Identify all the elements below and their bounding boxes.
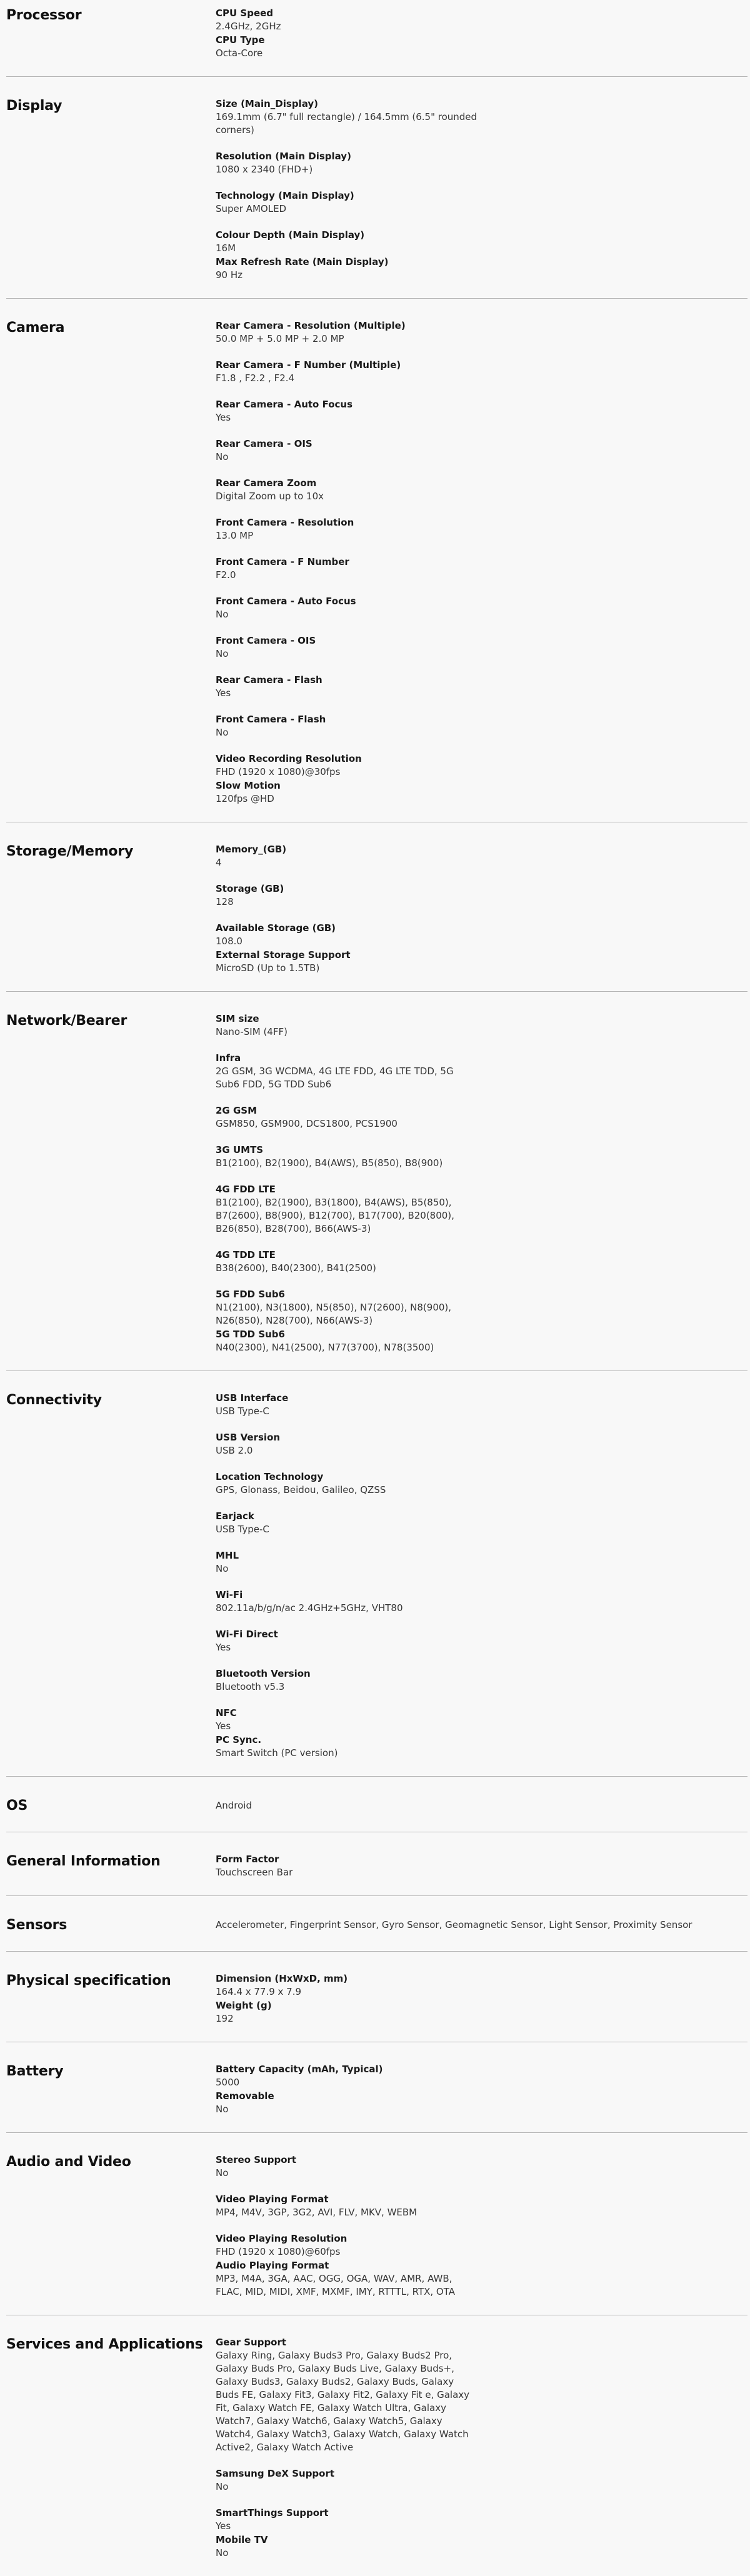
spec-value: No [216,1563,229,1574]
spec-value: N1(2100), N3(1800), N5(850), N7(2600), N8(900), N26(850), N28(700), N66(AWS-3) [216,1302,452,1326]
spec-item [216,921,488,948]
spec-value: B1(2100), B2(1900), B4(AWS), B5(850), B8(900) [216,1157,443,1169]
spec-label: 5G TDD Sub6 [216,1329,285,1340]
spec-label: Location Technology [216,1471,324,1482]
spec-value: GPS, Glonass, Beidou, Galileo, QZSS [216,1484,386,1495]
spec-item [216,2533,488,2560]
spec-item [216,1143,488,1170]
spec-label: SmartThings Support [216,2507,329,2519]
spec-value: Yes [216,687,231,699]
section-title: Processor [6,7,82,23]
spec-item [216,634,488,661]
spec-item [216,397,488,424]
spec-label: Front Camera - Flash [216,714,326,725]
spec-label: Rear Camera - F Number (Multiple) [216,359,401,371]
spec-item [216,437,488,464]
spec-value: Bluetooth v5.3 [216,1681,285,1692]
spec-label: USB Version [216,1432,281,1443]
spec-item [216,2506,488,2533]
section-title: Display [6,98,62,114]
spec-label: 4G FDD LTE [216,1184,276,1195]
spec-item [216,1706,488,1733]
spec-value: USB Type-C [216,1405,269,1417]
section-title: Storage/Memory [6,844,134,859]
spec-item [216,1916,747,1932]
spec-label: 3G UMTS [216,1144,264,1156]
spec-section-physical-specification [6,1965,748,2042]
spec-value: Octa-Core [216,47,263,59]
spec-value: MicroSD (Up to 1.5TB) [216,962,320,974]
section-title: Services and Applications [6,2337,203,2352]
spec-label: Earjack [216,1510,254,1522]
spec-value: 90 Hz [216,269,243,281]
spec-item [216,594,488,621]
section-title: Audio and Video [6,2154,131,2170]
spec-value: MP4, M4V, 3GP, 3G2, AVI, FLV, MKV, WEBM [216,2207,418,2218]
spec-value: USB 2.0 [216,1445,253,1456]
spec-section-services-and-applications [6,2329,748,2576]
spec-value: 13.0 MP [216,530,254,541]
spec-item [216,948,488,975]
spec-value: Yes [216,1720,231,1732]
spec-label: Wi-Fi Direct [216,1629,278,1640]
spec-item [216,2259,488,2299]
spec-value: No [216,2167,229,2179]
spec-label: Rear Camera - OIS [216,438,312,449]
spec-item [216,2467,488,2494]
spec-section-os [6,1790,748,1832]
spec-section-storage-memory [6,836,748,992]
spec-label: Storage (GB) [216,883,284,894]
spec-item [216,319,488,346]
spec-value: 120fps @HD [216,793,274,804]
spec-label: Colour Depth (Main Display) [216,229,365,241]
spec-label: Audio Playing Format [216,2260,329,2271]
spec-item [216,33,488,60]
spec-value: GSM850, GSM900, DCS1800, PCS1900 [216,1118,398,1129]
spec-label: Front Camera - Auto Focus [216,596,356,607]
spec-item-list [216,2153,748,2299]
spec-label: Rear Camera Zoom [216,477,317,489]
section-title: Physical specification [6,1973,171,1989]
spec-item [216,1549,488,1575]
spec-label: PC Sync. [216,1734,262,1745]
spec-item [216,1051,488,1091]
spec-value: F2.0 [216,569,236,581]
spec-item [216,255,488,282]
spec-value: No [216,609,229,620]
section-title: Network/Bearer [6,1013,128,1029]
spec-section-sensors [6,1910,748,1952]
spec-item [216,1182,488,1236]
spec-label: Slow Motion [216,780,281,791]
spec-value: Yes [216,1642,231,1653]
spec-item [216,2153,488,2180]
spec-value: 108.0 [216,936,242,947]
spec-item-list [216,2062,748,2116]
spec-label: Video Playing Format [216,2194,329,2205]
spec-label: Rear Camera - Resolution (Multiple) [216,320,406,331]
spec-value: 192 [216,2013,234,2024]
spec-label: Samsung DeX Support [216,2468,335,2479]
spec-value: USB Type-C [216,1524,269,1535]
spec-value: 2.4GHz, 2GHz [216,21,281,32]
spec-label: Video Playing Resolution [216,2233,348,2244]
spec-value: 128 [216,896,234,907]
spec-item [216,1327,488,1354]
spec-item [216,779,488,806]
spec-label: Infra [216,1052,241,1064]
spec-value: B1(2100), B2(1900), B3(1800), B4(AWS), B5(850), B7(2600), B8(900), B12(700), B17(700), B20(800), B26(850), B28(700), B66(AWS-3) [216,1197,454,1234]
spec-value: 5000 [216,2077,240,2088]
spec-value: Accelerometer, Fingerprint Sensor, Gyro Sensor, Geomagnetic Sensor, Light Sensor, Proximity Sensor [216,1919,692,1930]
spec-item [216,1797,488,1812]
section-title: Sensors [6,1917,68,1933]
spec-value: 50.0 MP + 5.0 MP + 2.0 MP [216,333,344,344]
spec-item [216,1667,488,1694]
spec-value: 169.1mm (6.7" full rectangle) / 164.5mm (6.5" rounded corners) [216,111,478,136]
spec-label: Mobile TV [216,2534,268,2545]
spec-value: Nano-SIM (4FF) [216,1026,288,1037]
spec-label: Resolution (Main Display) [216,151,351,162]
spec-label: SIM size [216,1013,259,1024]
spec-item [216,358,488,385]
spec-item [216,673,488,700]
section-title: General Information [6,1854,161,1869]
spec-label: Front Camera - Resolution [216,517,354,528]
spec-item-list [216,1012,748,1354]
section-title: OS [6,1798,28,1814]
spec-section-processor [6,0,748,77]
spec-label: NFC [216,1707,237,1719]
spec-item [216,1391,488,1418]
spec-value: 802.11a/b/g/n/ac 2.4GHz+5GHz, VHT80 [216,1602,403,1614]
spec-item [216,2192,488,2219]
spec-section-display [6,91,748,299]
section-title: Camera [6,320,65,336]
spec-item [216,149,488,176]
spec-section-camera [6,312,748,822]
spec-value: Touchscreen Bar [216,1867,293,1878]
spec-item [216,1287,488,1327]
spec-value: No [216,2481,229,2492]
spec-label: Removable [216,2090,274,2102]
spec-label: Dimension (HxWxD, mm) [216,1973,348,1984]
spec-item [216,882,488,909]
spec-label: 4G TDD LTE [216,1249,276,1261]
spec-label: CPU Type [216,34,265,46]
spec-item [216,1733,488,1760]
spec-item [216,1852,488,1879]
spec-value: Android [216,1800,252,1811]
spec-item [216,476,488,503]
spec-item [216,1104,488,1131]
spec-label: Rear Camera - Flash [216,674,322,686]
section-title: Battery [6,2064,64,2079]
spec-item-list [216,6,748,60]
spec-item [216,2062,488,2089]
spec-item [216,712,488,739]
spec-item [216,1972,488,1999]
spec-value: Digital Zoom up to 10x [216,491,324,502]
spec-label: MHL [216,1550,239,1561]
spec-label: Wi-Fi [216,1589,243,1600]
spec-item [216,97,488,137]
spec-item-list [216,1391,748,1760]
spec-item [216,1999,488,2025]
spec-value: B38(2600), B40(2300), B41(2500) [216,1262,376,1274]
spec-section-battery [6,2056,748,2133]
spec-label: CPU Speed [216,7,274,19]
spec-item-list [216,1916,748,1935]
spec-item [216,1248,488,1275]
spec-item [216,516,488,542]
spec-label: Weight (g) [216,2000,272,2011]
spec-value: 2G GSM, 3G WCDMA, 4G LTE FDD, 4G LTE TDD, 5G Sub6 FDD, 5G TDD Sub6 [216,1066,454,1090]
spec-item-list [216,97,748,282]
spec-label: Video Recording Resolution [216,753,362,764]
spec-label: Available Storage (GB) [216,922,336,934]
spec-label: 5G FDD Sub6 [216,1289,285,1300]
spec-value: 16M [216,242,236,254]
spec-value: Smart Switch (PC version) [216,1747,338,1759]
spec-item-list [216,1972,748,2025]
spec-label: 2G GSM [216,1105,258,1116]
spec-section-network-bearer [6,1006,748,1371]
spec-section-general-information [6,1846,748,1896]
spec-value: No [216,2547,229,2559]
spec-label: USB Interface [216,1392,289,1404]
spec-label: External Storage Support [216,949,351,961]
spec-label: Size (Main_Display) [216,98,318,109]
spec-label: Rear Camera - Auto Focus [216,399,353,410]
spec-label: Front Camera - F Number [216,556,349,567]
spec-label: Form Factor [216,1854,279,1865]
spec-item [216,1470,488,1497]
spec-item-list [216,319,748,806]
spec-value: No [216,2104,229,2115]
spec-value: N40(2300), N41(2500), N77(3700), N78(3500) [216,1342,434,1353]
spec-value: No [216,648,229,659]
spec-item-list [216,842,748,975]
spec-item [216,1627,488,1654]
spec-item [216,1012,488,1039]
spec-value: MP3, M4A, 3GA, AAC, OGG, OGA, WAV, AMR, AWB, FLAC, MID, MIDI, XMF, MXMF, IMY, RTTTL, RTX, OTA [216,2273,455,2297]
spec-value: 1080 x 2340 (FHD+) [216,164,313,175]
spec-label: Stereo Support [216,2154,297,2165]
spec-section-audio-and-video [6,2147,748,2315]
spec-label: Battery Capacity (mAh, Typical) [216,2064,383,2075]
spec-value: 164.4 x 77.9 x 7.9 [216,1986,302,1997]
spec-value: No [216,451,229,462]
spec-item [216,2335,488,2454]
spec-item [216,1588,488,1615]
spec-item [216,1509,488,1536]
spec-label: Max Refresh Rate (Main Display) [216,256,389,267]
spec-item [216,1430,488,1457]
spec-value: 4 [216,857,222,868]
spec-label: Technology (Main Display) [216,190,354,201]
spec-label: Memory_(GB) [216,844,287,855]
spec-item [216,2089,488,2116]
spec-label: Gear Support [216,2337,287,2348]
spec-item-list [216,1797,748,1815]
spec-value: FHD (1920 x 1080)@30fps [216,766,341,777]
spec-value: Galaxy Ring, Galaxy Buds3 Pro, Galaxy Buds2 Pro, Galaxy Buds Pro, Galaxy Buds Live, Galaxy Buds+, Galaxy Buds3, Galaxy Buds2, Galaxy Buds, Galaxy Buds FE, Galaxy Fit3, Galaxy Fit2, Galaxy Fit e, Galaxy Fit, Galaxy Watch FE, Galaxy Watch Ultra, Galaxy Watch7, Galaxy Watch6, Galaxy Watch5, Galaxy Watch4, Galaxy Watch3, Galaxy Watch, Galaxy Watch Active2, Galaxy Watch Active [216,2350,470,2453]
spec-section-connectivity [6,1385,748,1777]
spec-label: Bluetooth Version [216,1668,311,1679]
spec-item [216,6,488,33]
spec-value: FHD (1920 x 1080)@60fps [216,2246,341,2257]
spec-value: No [216,727,229,738]
spec-value: Super AMOLED [216,203,287,214]
spec-item [216,555,488,582]
spec-item [216,228,488,255]
spec-item-list [216,1852,748,1879]
spec-value: F1.8 , F2.2 , F2.4 [216,372,295,384]
spec-item-list [216,2335,748,2560]
spec-item [216,189,488,216]
spec-value: Yes [216,2520,231,2532]
spec-item [216,2232,488,2259]
spec-item [216,842,488,869]
spec-value: Yes [216,412,231,423]
spec-label: Front Camera - OIS [216,635,316,646]
spec-item [216,752,488,779]
section-title: Connectivity [6,1392,102,1408]
